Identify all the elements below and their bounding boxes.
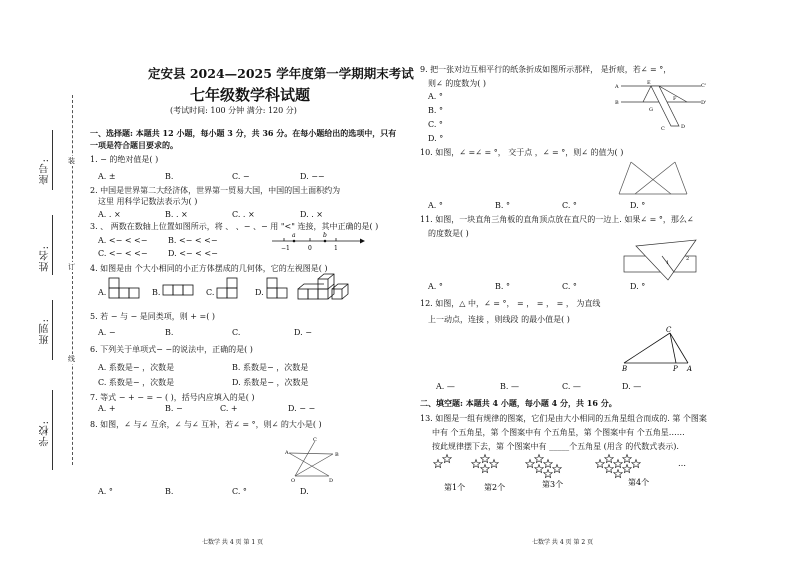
question-stem: 7. 等式 − + − = − ( )，括号内应填入的是( ) — [90, 393, 255, 402]
question-stem: 11. 如图，一块直角三角板的直角顶点放在直尺的一边上. 如果∠ = °，那么∠ — [420, 215, 694, 224]
star-icon — [623, 455, 632, 463]
star-icon — [623, 465, 632, 473]
point-label: a — [292, 232, 296, 239]
star-icon — [481, 465, 490, 473]
star-icon — [443, 455, 452, 463]
option-c[interactable]: C. ° — [562, 201, 577, 210]
option-b[interactable]: B. — [165, 487, 174, 496]
class-label: 班别: — [40, 318, 51, 345]
angle-label: 1 — [666, 260, 670, 266]
point-label: G — [649, 107, 653, 113]
option-d[interactable]: D. 系数是− ，次数是 — [232, 378, 309, 387]
point-label: B — [622, 365, 628, 373]
exam-subtitle: 七年级数学科试题 — [190, 86, 311, 104]
angle-figure-8 — [285, 436, 345, 482]
view-figure-c — [216, 278, 246, 300]
option-d[interactable]: D. ° — [630, 201, 646, 210]
option-a[interactable]: A. — [98, 288, 107, 297]
star-icon — [434, 460, 443, 468]
question-stem-cont: 上一动点，连接 ，则线段 的最小值是( ) — [428, 315, 570, 324]
option-a[interactable]: A. ° — [428, 92, 443, 101]
option-a[interactable]: A. ± — [98, 172, 116, 181]
option-d[interactable]: D. . × — [300, 210, 324, 219]
option-a[interactable]: A. ° — [428, 282, 443, 291]
solid-figure — [296, 277, 356, 303]
star-icon — [535, 465, 544, 473]
class-field[interactable] — [52, 300, 53, 360]
question-stem: 8. 如图，∠ 与∠ 互余，∠ 与∠ 互补，若∠ = °，则∠ 的大小是( ) — [90, 420, 322, 429]
option-c[interactable]: C. ° — [428, 120, 443, 129]
option-d[interactable]: D. ° — [428, 134, 444, 143]
option-a[interactable]: A. ° — [98, 487, 113, 496]
point-label: C — [661, 126, 665, 132]
point-label: E — [647, 80, 651, 86]
seat-field[interactable] — [52, 130, 53, 190]
star-icon — [614, 470, 623, 478]
option-c[interactable]: C. . × — [232, 210, 255, 219]
option-d[interactable]: D. — [255, 288, 264, 297]
option-d[interactable]: D. — — [622, 382, 642, 391]
question-stem: 6. 下列关于单项式− −的说法中，正确的是( ) — [90, 345, 253, 354]
point-label: B — [615, 100, 619, 106]
tick-label: 1 — [334, 245, 338, 252]
page-footer-right: 七数学 共 4 页 第 2 页 — [532, 539, 594, 546]
star-icon — [614, 460, 623, 468]
number-line-figure — [272, 232, 372, 254]
option-a[interactable]: A. . × — [98, 210, 121, 219]
star-icon — [632, 460, 641, 468]
point-label: b — [323, 232, 327, 239]
option-c[interactable]: C. — [206, 288, 215, 297]
seal-char: 线 — [68, 355, 75, 363]
option-b[interactable]: B. 系数是− ，次数是 — [232, 363, 309, 372]
question-stem: 13. 如图是一组有规律的图案，它们是由大小相同的五角星组合而成的. 第 个图案 — [420, 414, 707, 423]
question-stem-cont: 则∠ 的度数为( ) — [428, 79, 487, 88]
option-b[interactable]: B. ° — [495, 282, 510, 291]
star-icon — [553, 465, 562, 473]
option-c[interactable]: C. 系数是− ，次数是 — [98, 378, 175, 387]
star-icon — [535, 455, 544, 463]
point-label: A — [687, 365, 693, 373]
point-label: P — [673, 365, 678, 373]
angle-label: 2 — [686, 256, 690, 262]
question-stem: 4. 如图是由 个大小相同的小正方体摆成的几何体，它的左视图是( ) — [90, 264, 328, 273]
section-heading-cont: 一项是符合题目要求的。 — [90, 140, 178, 150]
star-icon — [596, 460, 605, 468]
seal-line — [72, 95, 73, 465]
option-b[interactable]: B. . × — [165, 210, 188, 219]
option-c[interactable]: C. − — [232, 172, 250, 181]
view-figure-a — [108, 278, 148, 300]
section-heading: 一、选择题: 本题共 12 小题，每小题 3 分，共 36 分。在每小题给出的选项中，只有 — [90, 128, 397, 138]
option-d[interactable]: D. <− < <− — [168, 249, 218, 258]
question-stem: 12. 如图，△ 中，∠ = °， = ， = ， = ， 为直线 — [420, 299, 601, 308]
question-stem-cont: 按此规律摆下去，第 个图案中有 _____个五角星 (用含 的代数式表示). — [432, 442, 679, 451]
option-b[interactable]: B. − — [165, 404, 183, 413]
option-a[interactable]: A. — — [436, 382, 455, 391]
point-label: C — [313, 437, 317, 443]
binding-margin — [0, 0, 80, 561]
option-b[interactable]: B. — [165, 172, 174, 181]
point-label: D — [329, 478, 334, 484]
option-b[interactable]: B. — [165, 328, 174, 337]
option-c[interactable]: C. — — [562, 382, 581, 391]
option-d[interactable]: D. — [300, 487, 309, 496]
page-footer-left: 七数学 共 4 页 第 1 页 — [202, 539, 264, 546]
question-stem: 5. 若 − 与 − 是同类项，则 + =( ) — [90, 312, 216, 321]
exam-info: (考试时间: 100 分钟 满分: 120 分) — [170, 106, 297, 115]
name-label: 姓名: — [40, 245, 51, 272]
point-label: C — [666, 326, 672, 334]
pattern-label: 第3个 — [542, 480, 564, 489]
star-icon — [526, 460, 535, 468]
point-label: D' — [701, 100, 707, 106]
star-icon — [544, 460, 553, 468]
star-icon — [544, 470, 553, 478]
question-stem-cont: 这里 用科学记数法表示为( ) — [98, 197, 198, 206]
option-b[interactable]: B. — [152, 288, 161, 297]
option-a[interactable]: A. + — [98, 404, 116, 413]
star-icon — [472, 460, 481, 468]
school-field[interactable] — [52, 390, 53, 470]
star-icon — [605, 455, 614, 463]
option-a[interactable]: A. 系数是− ，次数是 — [98, 363, 175, 372]
question-stem: 10. 如图，∠ =∠ = °， 交于点 ，∠ = °，则∠ 的值为( ) — [420, 148, 624, 157]
star-pattern-figure — [432, 454, 692, 494]
option-b[interactable]: B. ° — [495, 201, 510, 210]
triangle-figure-10 — [615, 158, 695, 198]
point-label: A — [615, 84, 619, 90]
option-c[interactable]: C. — [232, 328, 241, 337]
option-c[interactable]: C. ° — [562, 282, 577, 291]
option-b[interactable]: B. — — [500, 382, 519, 391]
seal-char: 装 — [68, 157, 75, 165]
pattern-label: 第1个 — [444, 483, 466, 492]
name-field[interactable] — [52, 215, 53, 275]
school-label: 学校: — [40, 420, 51, 447]
option-b[interactable]: B. <− < <− — [168, 236, 218, 245]
question-stem: 9. 把一张对边互相平行的纸条折成如图所示那样， 是折痕，若∠ = °， — [420, 65, 672, 74]
option-d[interactable]: D. − − — [288, 404, 316, 413]
question-stem-cont: 中有 个五角星，第 个图案中有 个五角星，第 个图案中有 个五角星…… — [432, 428, 685, 437]
ruler-triangle-figure — [622, 236, 700, 282]
tick-label: −1 — [281, 245, 290, 252]
option-d[interactable]: D. − — [294, 328, 312, 337]
option-a[interactable]: A. <− < <− — [98, 236, 148, 245]
tick-label: 0 — [308, 245, 312, 252]
section-heading: 二、填空题: 本题共 4 小题，每小题 4 分，共 16 分。 — [420, 398, 617, 408]
star-icon — [605, 465, 614, 473]
ellipsis: … — [678, 459, 686, 468]
option-a[interactable]: A. − — [98, 328, 116, 337]
seat-label: 座号: — [40, 158, 51, 185]
question-stem: 2. 中国是世界第二大经济体，世界第一贸易大国，中国的国土面积约为 — [90, 186, 341, 195]
option-c[interactable]: C. ° — [232, 487, 247, 496]
exam-title: 定安县 2024—2025 学年度第一学期期末考试 — [148, 66, 414, 81]
fold-figure-9 — [615, 78, 707, 132]
option-b[interactable]: B. ° — [428, 106, 443, 115]
option-d[interactable]: D. ° — [630, 282, 646, 291]
option-d[interactable]: D. −− — [300, 172, 325, 181]
point-label: A — [285, 450, 289, 456]
star-icon — [481, 455, 490, 463]
triangle-figure-12 — [620, 325, 700, 373]
option-c[interactable]: C. + — [220, 404, 238, 413]
view-figure-d — [266, 278, 296, 300]
question-stem: 1. − 的绝对值是( ) — [90, 155, 159, 164]
pattern-label: 第2个 — [484, 483, 506, 492]
star-icon — [490, 460, 499, 468]
view-figure-b — [162, 283, 202, 297]
point-label: B — [335, 452, 339, 458]
point-label: D — [681, 124, 686, 130]
point-label: O — [291, 478, 296, 484]
pattern-label: 第4个 — [628, 478, 650, 487]
option-c[interactable]: C. <− < <− — [98, 249, 148, 258]
point-label: C' — [701, 83, 707, 89]
point-label: F — [673, 96, 677, 102]
seal-char: 订 — [68, 263, 75, 271]
question-stem-cont: 的度数是( ) — [428, 229, 469, 238]
option-a[interactable]: A. ° — [428, 201, 443, 210]
question-stem: 3. 、 两数在数轴上位置如图所示，将 、 、− 、− 用 "<" 连接，其中正确的是( ) — [90, 222, 379, 231]
